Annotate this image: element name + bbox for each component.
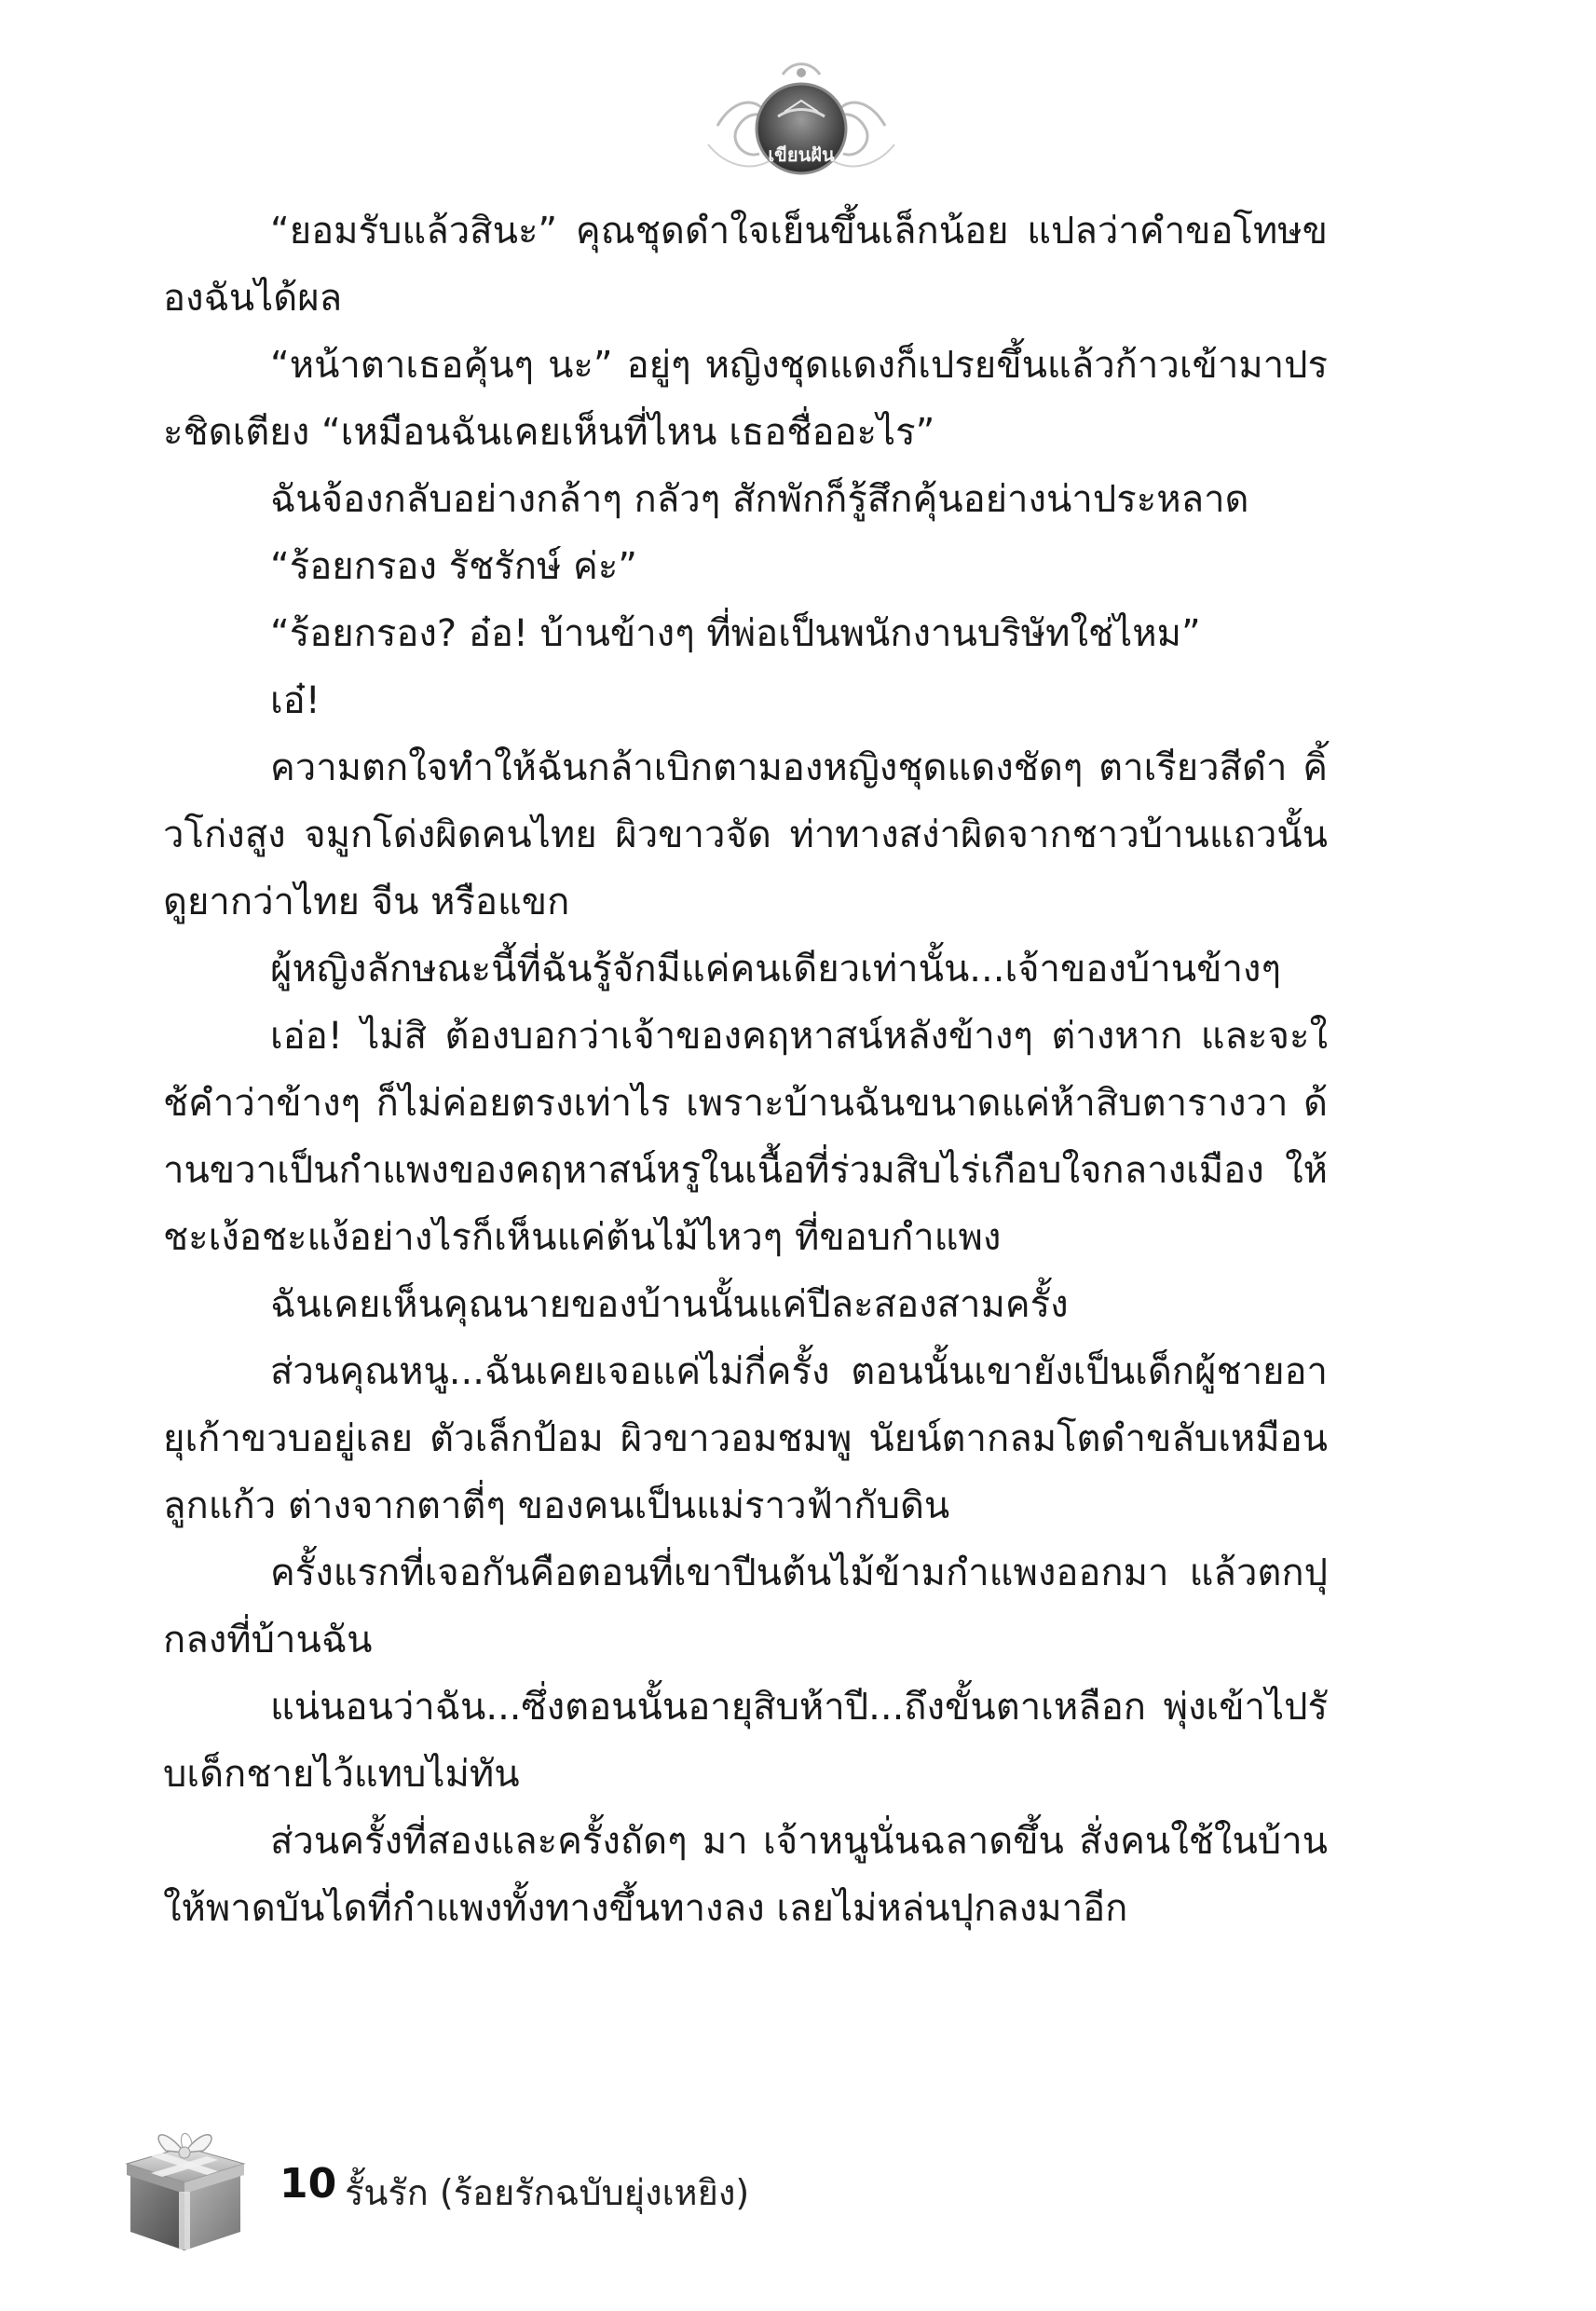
paragraph: “ร้อยกรอง? อ๋อ! บ้านข้างๆ ที่พ่อเป็นพนักงานบริษัทใช่ไหม” — [270, 612, 1201, 655]
gift-box-icon — [121, 2115, 247, 2255]
paragraph: ฉันเคยเห็นคุณนายของบ้านนั้นแค่ปีละสองสามครั้ง — [270, 1283, 1069, 1326]
chapter-body — [163, 198, 1328, 1942]
paragraph: ส่วนคุณหนู...ฉันเคยเจอแค่ไม่กี่ครั้ง ตอนนั้นเขายังเป็นเด็กผู้ชายอายุเก้าขวบอยู่เลย ตัวเล็กป้อม ผิวขาวอมชมพู นัยน์ตากลมโตดำขลับเหมือนลูกแก้ว ต่างจากตาตี่ๆ ของคนเป็นแม่ราวฟ้ากับดิน — [163, 1350, 1328, 1527]
paragraph: ครั้งแรกที่เจอกันคือตอนที่เขาปีนต้นไม้ข้ามกำแพงออกมา แล้วตกปุกลงที่บ้านฉัน — [163, 1552, 1328, 1661]
paragraph: เอ๋! — [270, 679, 321, 722]
paragraph: เอ่อ! ไม่สิ ต้องบอกว่าเจ้าของคฤหาสน์หลังข้างๆ ต่างหาก และจะใช้คำว่าข้างๆ ก็ไม่ค่อยตรงเท่าไร เพราะบ้านฉันขนาดแค่ห้าสิบตารางวา ด้านขวาเป็นกำแพงของคฤหาสน์หรูในเนื้อที่ร่วมสิบไร่เกือบใจกลางเมือง ให้ชะเง้อชะแง้อย่างไรก็เห็นแค่ต้นไม้ไหวๆ ที่ขอบกำแพง — [163, 1015, 1328, 1259]
paragraph: ส่วนครั้งที่สองและครั้งถัดๆ มา เจ้าหนูนั่นฉลาดขึ้น สั่งคนใช้ในบ้านให้พาดบันไดที่กำแพงทั้งทางขึ้นทางลง เลยไม่หล่นปุกลงมาอีก — [163, 1820, 1328, 1930]
paragraph: แน่นอนว่าฉัน...ซึ่งตอนนั้นอายุสิบห้าปี...ถึงขั้นตาเหลือก พุ่งเข้าไปรับเด็กชายไว้แทบไม่ทัน — [163, 1686, 1328, 1796]
paragraph: ความตกใจทำให้ฉันกล้าเบิกตามองหญิงชุดแดงชัดๆ ตาเรียวสีดำ คิ้วโก่งสูง จมูกโด่งผิดคนไทย ผิวขาวจัด ท่าทางสง่าผิดจากชาวบ้านแถวนั้น ดูยากว่าไทย จีน หรือแขก — [163, 746, 1328, 923]
page-number: 10 — [280, 2160, 337, 2208]
logo-text: เขียนฝัน — [768, 144, 835, 166]
book-title: รั้นรัก (ร้อยรักฉบับยุ่งเหยิง) — [345, 2172, 750, 2213]
publisher-logo — [680, 56, 922, 196]
paragraph: “ร้อยกรอง รัชรักษ์ ค่ะ” — [270, 545, 638, 588]
paragraph: “หน้าตาเธอคุ้นๆ นะ” อยู่ๆ หญิงชุดแดงก็เปรยขึ้นแล้วก้าวเข้ามาประชิดเตียง “เหมือนฉันเคยเห็นที่ไหน เธอชื่ออะไร” — [163, 344, 1328, 454]
paragraph: ผู้หญิงลักษณะนี้ที่ฉันรู้จักมีแค่คนเดียวเท่านั้น...เจ้าของบ้านข้างๆ — [270, 948, 1281, 991]
paragraph: “ยอมรับแล้วสินะ” คุณชุดดำใจเย็นขึ้นเล็กน้อย แปลว่าคำขอโทษของฉันได้ผล — [163, 210, 1328, 320]
page-footer — [121, 2115, 960, 2264]
ornament-emblem-icon — [680, 56, 922, 196]
paragraph: ฉันจ้องกลับอย่างกล้าๆ กลัวๆ สักพักก็รู้สึกคุ้นอย่างน่าประหลาด — [270, 478, 1249, 521]
